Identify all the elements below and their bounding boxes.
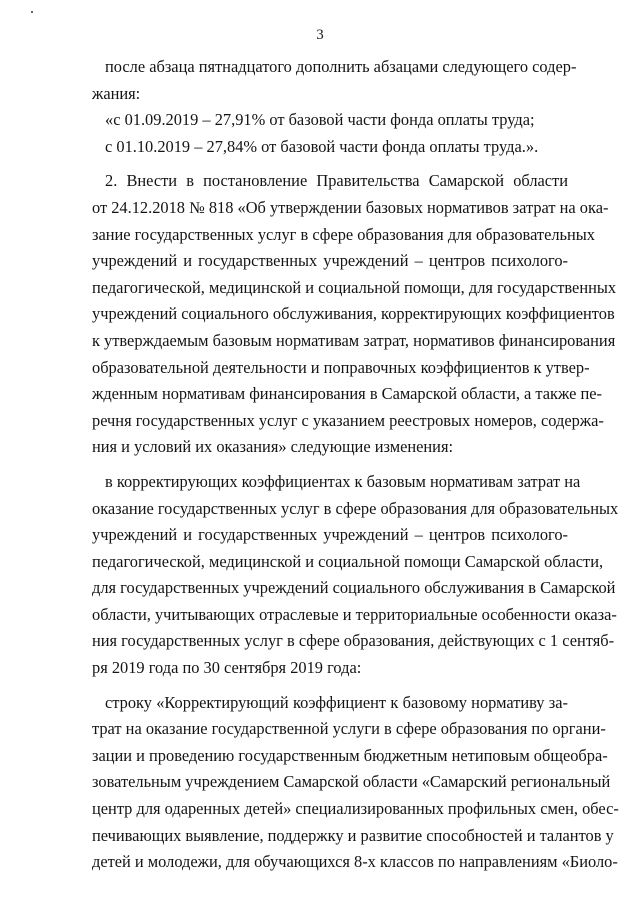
text-line: печивающих выявление, поддержку и развитие способностей и талантов у — [92, 825, 614, 845]
paragraph — [92, 690, 619, 876]
text-line: детей и молодежи, для обучающихся 8-х классов по направлениям «Биоло- — [92, 852, 618, 872]
page-number: 3 — [316, 27, 324, 43]
text-line: ния государственных услуг в сфере образования, действующих с 1 сентяб- — [92, 631, 615, 651]
text-line: педагогической, медицинской и социальной помощи, для государственных — [92, 277, 617, 297]
text-line: зовательным учреждением Самарской области «Самарский региональный — [92, 772, 611, 792]
text-line: образовательной деятельности и поправочных коэффициентов к утвер- — [92, 357, 590, 377]
text-line: оказание государственных услуг в сфере образования для образовательных — [92, 498, 619, 518]
paragraph — [92, 469, 619, 682]
text-line: к утверждаемым базовым нормативам затрат, нормативов финансирования — [92, 330, 616, 350]
text-line: зание государственных услуг в сфере образования для образовательных — [92, 224, 595, 244]
paragraph — [92, 107, 568, 134]
text-line: после абзаца пятнадцатого дополнить абзацами следующего содер- — [105, 57, 577, 76]
text-line: ния и условий их оказания» следующие изменения: — [92, 437, 454, 457]
text-line: учреждений социального обслуживания, корректирующих коэффициентов — [92, 304, 615, 324]
text-line: жденным нормативам финансирования в Самарской области, а также пе- — [92, 384, 603, 404]
text-line: в корректирующих коэффициентах к базовым нормативам затрат на — [105, 471, 581, 491]
paragraph — [92, 134, 568, 161]
text-line: жания: — [92, 83, 141, 103]
text-line: от 24.12.2018 № 818 «Об утверждении базовых нормативов затрат на ока- — [92, 197, 609, 217]
text-line: строку «Корректирующий коэффициент к базовому нормативу за- — [105, 692, 568, 712]
scan-speck — [31, 11, 33, 13]
text-line: центр для одаренных детей» специализированных профильных смен, обес- — [92, 799, 619, 819]
text-line: с 01.10.2019 – 27,84% от базовой части фонда оплаты труда.». — [105, 136, 539, 156]
text-line: «с 01.09.2019 – 27,91% от базовой части фонда оплаты труда; — [105, 110, 535, 130]
text-line: учреждений и государственных учреждений – центров психолого- — [92, 251, 568, 271]
text-line: учреждений и государственных учреждений – центров психолого- — [92, 525, 568, 545]
paragraph-gap — [92, 160, 568, 168]
text-line: педагогической, медицинской и социальной помощи Самарской области, — [92, 551, 604, 571]
text-line: ря 2019 года по 30 сентября 2019 года: — [92, 658, 362, 678]
text-line: области, учитывающих отраслевые и территориальные особенности оказа- — [92, 604, 617, 624]
text-line: зации и проведению государственным бюджетным нетиповым общеобра- — [92, 745, 608, 765]
text-line: для государственных учреждений социального обслуживания в Самарской — [92, 578, 616, 598]
paragraph — [92, 54, 577, 107]
text-line: трат на оказание государственной услуги в сфере образования по органи- — [92, 719, 606, 739]
document-body — [92, 54, 619, 876]
paragraph-gap — [92, 682, 568, 690]
paragraph — [92, 168, 617, 461]
text-line: 2. Внести в постановление Правительства Самарской области — [105, 171, 568, 191]
paragraph-gap — [92, 461, 568, 469]
text-line: речня государственных услуг с указанием реестровых номеров, содержа- — [92, 410, 604, 430]
